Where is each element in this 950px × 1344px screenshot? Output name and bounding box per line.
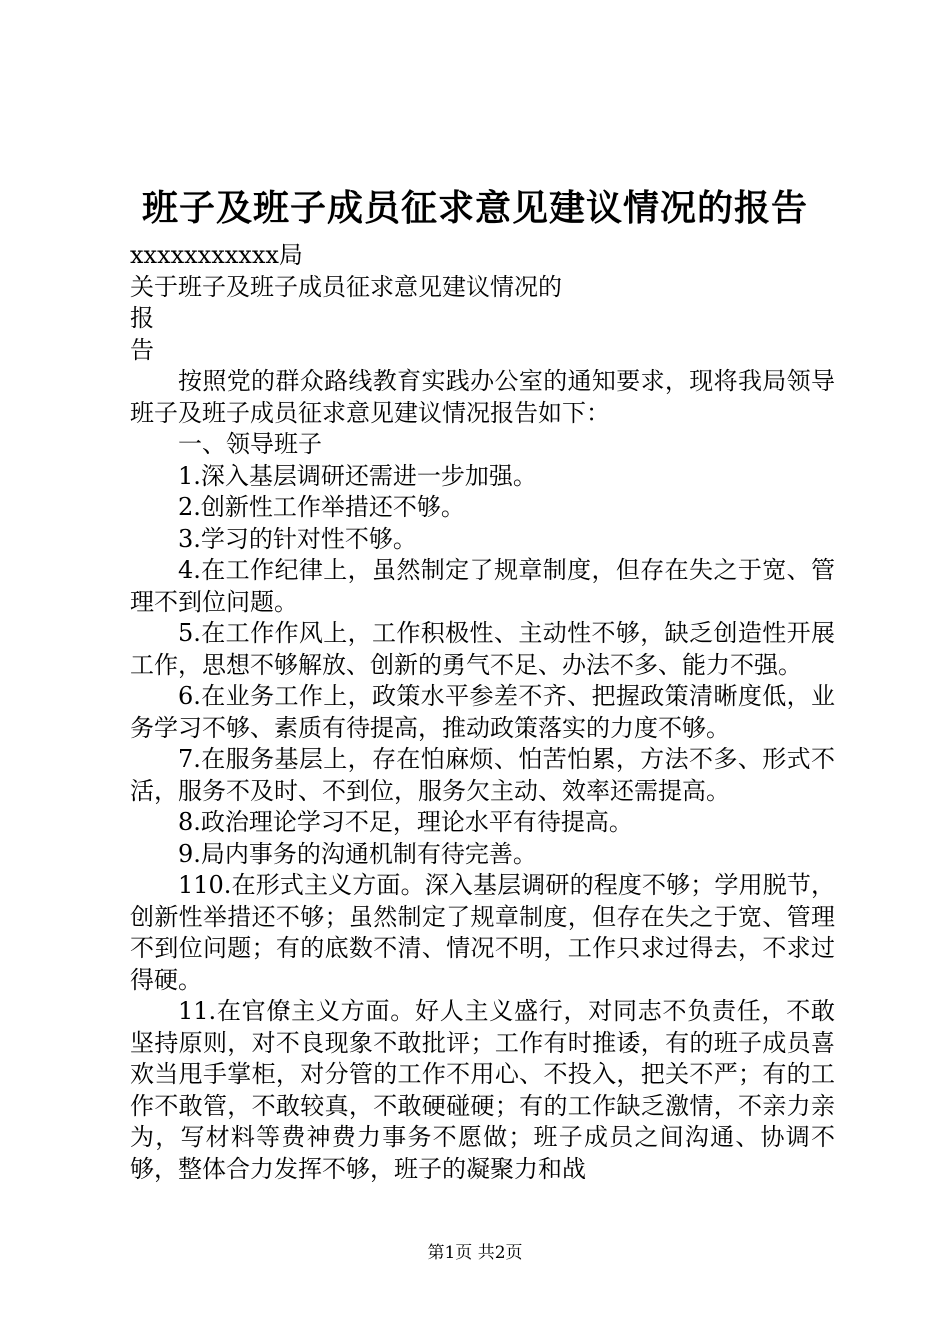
header-line-org: xxxxxxxxxxx局 [130, 241, 303, 269]
header-line-subject: 关于班子及班子成员征求意见建议情况的 [130, 272, 562, 301]
list-item-3: 3.学习的针对性不够。 [178, 524, 417, 553]
document-title: 班子及班子成员征求意见建议情况的报告 [141, 187, 808, 229]
list-item-1: 1.深入基层调研还需进一步加强。 [178, 461, 537, 490]
list-item-2: 2.创新性工作举措还不够。 [178, 493, 465, 521]
paragraph-intro: 按照党的群众路线教育实践办公室的通知要求，现将我局领导班子及班子成员征求意见建议情况报告如下： [130, 367, 835, 427]
list-item-11: 11.在官僚主义方面。好人主义盛行，对同志不负责任，不敢坚持原则，对不良现象不敢批评；工作有时推诿，有的班子成员喜欢当甩手掌柜，对分管的工作不用心、不投入，把关不严；有的工作不敢管，不敢较真，不敢硬碰硬；有的工作缺乏激情，不亲力亲为，写材料等费神费力事务不愿做；班子成员之间沟通、协调不够，整体合力发挥不够，班子的凝聚力和战 [130, 997, 835, 1183]
page-footer: 第1页 共2页 [427, 1243, 523, 1263]
list-item-4: 4.在工作纪律上，虽然制定了规章制度，但存在失之于宽、管理不到位问题。 [130, 556, 835, 616]
list-item-5: 5.在工作作风上，工作积极性、主动性不够，缺乏创造性开展工作，思想不够解放、创新的勇气不足、办法不多、能力不强。 [130, 619, 835, 679]
list-item-8: 8.政治理论学习不足，理论水平有待提高。 [178, 808, 633, 836]
header-line-bao: 报 [130, 304, 154, 332]
list-item-10: 110.在形式主义方面。深入基层调研的程度不够；学用脱节，创新性举措还不够；虽然制定了规章制度，但存在失之于宽、管理不到位问题；有的底数不清、情况不明，工作只求过得去，不求过得硬。 [130, 871, 835, 994]
list-item-6: 6.在业务工作上，政策水平参差不齐、把握政策清晰度低，业务学习不够、素质有待提高，推动政策落实的力度不够。 [130, 682, 835, 742]
section-heading: 一、领导班子 [178, 430, 322, 458]
list-item-7: 7.在服务基层上，存在怕麻烦、怕苦怕累，方法不多、形式不活，服务不及时、不到位，服务欠主动、效率还需提高。 [130, 745, 835, 805]
header-line-gao: 告 [130, 335, 154, 364]
document-body [130, 240, 835, 1185]
list-item-9: 9.局内事务的沟通机制有待完善。 [178, 839, 537, 868]
